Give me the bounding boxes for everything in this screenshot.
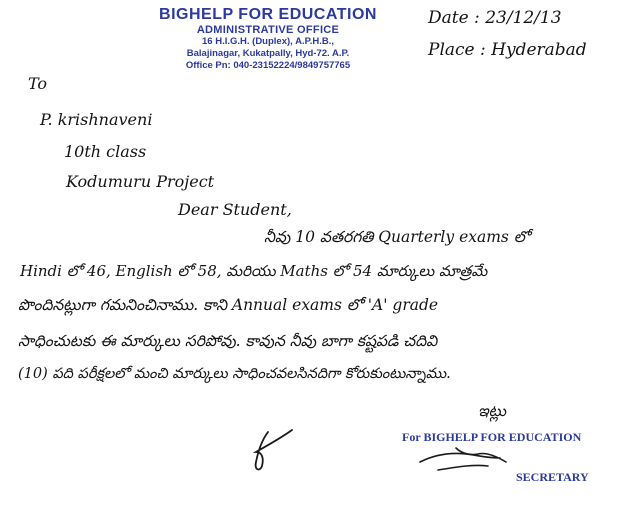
letterhead-office: ADMINISTRATIVE OFFICE <box>196 24 340 36</box>
letterhead-address-1: 16 H.I.G.H. (Duplex), A.P.H.B., <box>202 36 334 47</box>
letter-line-4: సాధించుటకు ఈ మార్కులు సరిపోవు. కావున నీవు బాగా కష్టపడి చదివి <box>18 332 438 350</box>
recipient-project: Kodumuru Project <box>66 172 215 191</box>
letter-line-5: (10) పది పరీక్షలలో మంచి మార్కులు సాధించవలసినదిగా కోరుకుంటున్నాము. <box>18 366 451 382</box>
letter-line-1: నీవు 10 వతరగతి Quarterly exams లో <box>264 228 530 246</box>
closing-itlu: ఇట్లు <box>478 402 507 420</box>
signoff-title: SECRETARY <box>516 470 589 484</box>
letter-line-2: Hindi లో 46, English లో 58, మరియు Maths లో 54 మార్కులు మాత్రమే <box>20 262 488 280</box>
letterhead-org: BIGHELP FOR EDUCATION <box>159 6 377 23</box>
to-label: To <box>28 74 48 93</box>
salutation: Dear Student, <box>178 200 292 219</box>
letterhead-phone: Office Pn: 040-23152224/9849757765 <box>185 60 351 71</box>
signoff-for-line: For BIGHELP FOR EDUCATION <box>402 430 582 444</box>
place-line: Place : Hyderabad <box>428 40 587 60</box>
letterhead-address-2: Balajinagar, Kukatpally, Hyd-72. A.P. <box>186 48 350 59</box>
letter-line-3: పొందినట్లుగా గమనించినాము. కాని Annual exams లో 'A' grade <box>18 296 439 314</box>
recipient-name: P. krishnaveni <box>40 110 153 129</box>
recipient-class: 10th class <box>64 142 147 161</box>
date-line: Date : 23/12/13 <box>428 8 562 28</box>
